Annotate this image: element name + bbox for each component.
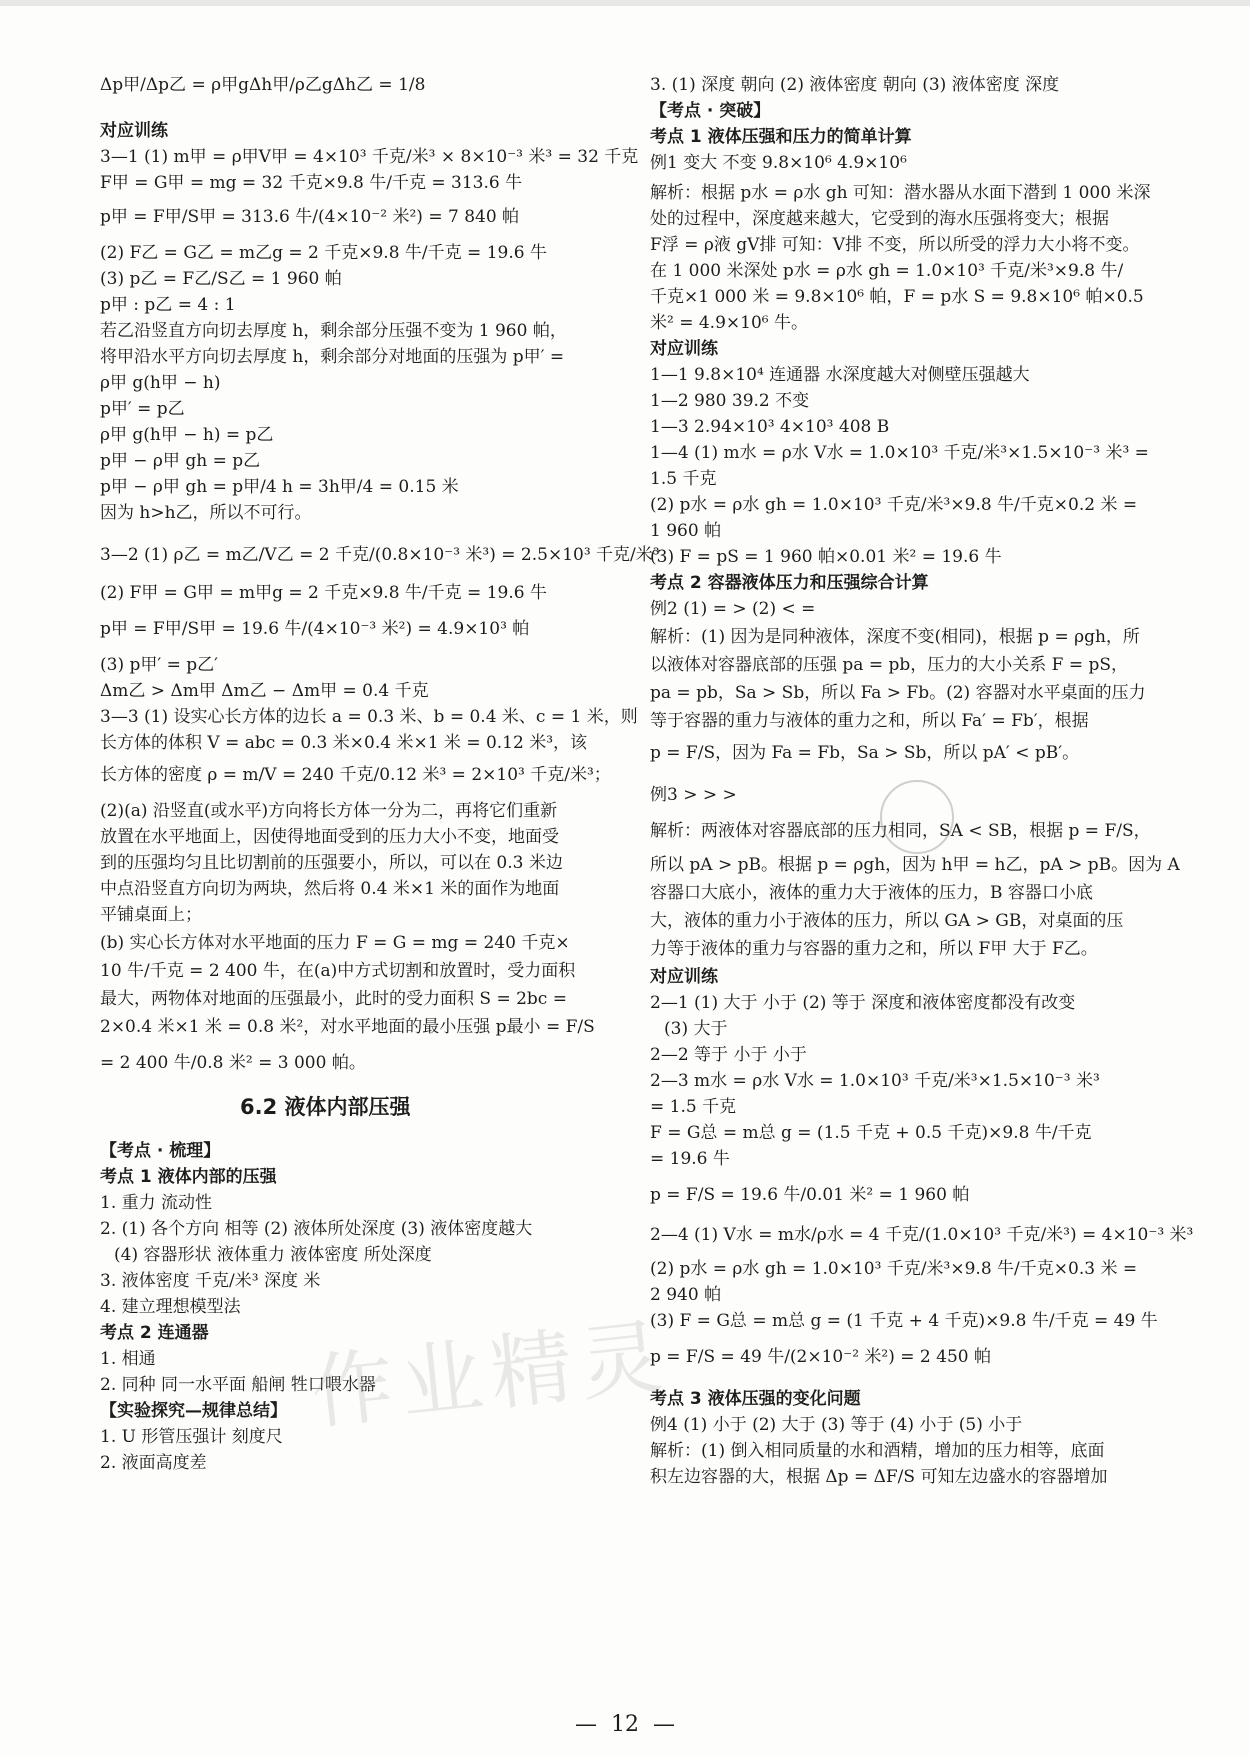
text-line: 解析：(1) 倒入相同质量的水和酒精，增加的压力相等，底面 [650, 1441, 1105, 1461]
text-line: 解析：根据 p水 = ρ水 gh 可知：潜水器从水面下潜到 1 000 米深 [650, 183, 1151, 203]
section-title: 6.2 液体内部压强 [240, 1095, 411, 1119]
text-line: p = F/S，因为 Fa = Fb，Sa > Sb，所以 pA′ < pB′。 [650, 743, 1080, 763]
text-line: (2) p水 = ρ水 gh = 1.0×10³ 千克/米³×9.8 牛/千克×0.2 米 = [650, 495, 1138, 515]
text-line: 3. 液体密度 千克/米³ 深度 米 [100, 1271, 321, 1291]
text-line: 3—3 (1) 设实心长方体的边长 a = 0.3 米、b = 0.4 米、c = 1 米，则 [100, 707, 638, 727]
text-line: 2×0.4 米×1 米 = 0.8 米²，对水平地面的最小压强 p最小 = F/S [100, 1017, 595, 1037]
text-line: 长方体的密度 ρ = m/V = 240 千克/0.12 米³ = 2×10³ 千克/米³； [100, 765, 611, 785]
text-line: 处的过程中，深度越来越大，它受到的海水压强将变大；根据 [650, 209, 1109, 229]
subheading: 对应训练 [100, 121, 168, 141]
text-line: 在 1 000 米深处 p水 = ρ水 gh = 1.0×10³ 千克/米³×9.8 牛/ [650, 261, 1124, 281]
text-line: 4. 建立理想模型法 [100, 1297, 241, 1317]
text-line: 例4 (1) 小于 (2) 大于 (3) 等于 (4) 小于 (5) 小于 [650, 1415, 1023, 1435]
text-line: 例3 > > > [650, 785, 737, 805]
text-line: 等于容器的重力与液体的重力之和，所以 Fa′ = Fb′，根据 [650, 711, 1089, 731]
text-line: F甲 = G甲 = mg = 32 千克×9.8 牛/千克 = 313.6 牛 [100, 173, 523, 193]
text-line: 1.5 千克 [650, 469, 717, 489]
text-line: 例2 (1) = > (2) < = [650, 599, 816, 619]
text-line: 积左边容器的大，根据 Δp = ΔF/S 可知左边盛水的容器增加 [650, 1467, 1108, 1487]
text-line: 平铺桌面上； [100, 905, 202, 925]
text-line: (3) p甲′ = p乙′ [100, 655, 219, 675]
text-line: 1. 相通 [100, 1349, 156, 1369]
text-line: 中点沿竖直方向切为两块，然后将 0.4 米×1 米的面作为地面 [100, 879, 560, 899]
text-line: 2. (1) 各个方向 相等 (2) 液体所处深度 (3) 液体密度越大 [100, 1219, 533, 1239]
text-line: p甲 = F甲/S甲 = 19.6 牛/(4×10⁻³ 米²) = 4.9×10³ 帕 [100, 619, 530, 639]
footer-dash-icon: — [575, 1712, 611, 1737]
text-line: 2—1 (1) 大于 小于 (2) 等于 深度和液体密度都没有改变 [650, 993, 1076, 1013]
text-line: 容器口大底小，液体的重力大于液体的压力，B 容器口小底 [650, 883, 1093, 903]
text-line: 3—2 (1) ρ乙 = m乙/V乙 = 2 千克/(0.8×10⁻³ 米³) = 2.5×10³ 千克/米³ [100, 545, 660, 565]
text-line: 解析：两液体对容器底部的压力相同，SA < SB，根据 p = F/S， [650, 821, 1151, 841]
text-line: (b) 实心长方体对水平地面的压力 F = G = mg = 240 千克× [100, 933, 570, 953]
subheading: 考点 1 液体压强和压力的简单计算 [650, 127, 912, 147]
text-line: (3) 大于 [664, 1019, 728, 1039]
text-line: 1—2 980 39.2 不变 [650, 391, 810, 411]
text-line: 到的压强均匀且比切割前的压强要小，所以，可以在 0.3 米边 [100, 853, 563, 873]
text-line: 2. 液面高度差 [100, 1453, 207, 1473]
text-line: F = G总 = m总 g = (1.5 千克 + 0.5 千克)×9.8 牛/千克 [650, 1123, 1092, 1143]
text-line: (2) F甲 = G甲 = m甲g = 2 千克×9.8 牛/千克 = 19.6 牛 [100, 583, 547, 603]
text-line: (3) F = G总 = m总 g = (1 千克 + 4 千克)×9.8 牛/千克 = 49 牛 [650, 1311, 1158, 1331]
text-line: 2—2 等于 小于 小于 [650, 1045, 807, 1065]
text-line: 因为 h>h乙，所以不可行。 [100, 503, 312, 523]
text-line: p甲 = F甲/S甲 = 313.6 牛/(4×10⁻² 米²) = 7 840 帕 [100, 207, 520, 227]
text-line: 将甲沿水平方向切去厚度 h，剩余部分对地面的压强为 p甲′ = [100, 347, 565, 367]
text-line: 1—3 2.94×10³ 4×10³ 408 B [650, 417, 890, 437]
text-line: pa = pb，Sa > Sb，所以 Fa > Fb。(2) 容器对水平桌面的压力 [650, 683, 1146, 703]
text-line: 3—1 (1) m甲 = ρ甲V甲 = 4×10³ 千克/米³ × 8×10⁻³ 米³ = 32 千克 [100, 147, 639, 167]
text-line: 2—4 (1) V水 = m水/ρ水 = 4 千克/(1.0×10³ 千克/米³) = 4×10⁻³ 米³ [650, 1225, 1194, 1245]
text-line: = 19.6 牛 [650, 1149, 730, 1169]
text-line: (2) p水 = ρ水 gh = 1.0×10³ 千克/米³×9.8 牛/千克×0.3 米 = [650, 1259, 1138, 1279]
subheading: 对应训练 [650, 967, 718, 987]
text-line: (4) 容器形状 液体重力 液体密度 所处深度 [114, 1245, 432, 1265]
text-line: 例1 变大 不变 9.8×10⁶ 4.9×10⁶ [650, 153, 907, 173]
text-line: p = F/S = 49 牛/(2×10⁻² 米²) = 2 450 帕 [650, 1347, 992, 1367]
text-line: 2—3 m水 = ρ水 V水 = 1.0×10³ 千克/米³×1.5×10⁻³ 米³ [650, 1071, 1100, 1091]
text-line: 若乙沿竖直方向切去厚度 h，剩余部分压强不变为 1 960 帕， [100, 321, 567, 341]
subheading: 考点 2 容器液体压力和压强综合计算 [650, 573, 929, 593]
text-line: ρ甲 g(h甲 − h) [100, 373, 221, 393]
text-line: (2) F乙 = G乙 = m乙g = 2 千克×9.8 牛/千克 = 19.6 牛 [100, 243, 547, 263]
stamp-icon [880, 780, 954, 854]
text-line: = 1.5 千克 [650, 1097, 737, 1117]
text-line: 1 960 帕 [650, 521, 722, 541]
section-label: 【实验探究—规律总结】 [100, 1401, 287, 1421]
text-line: Δm乙 > Δm甲 Δm乙 − Δm甲 = 0.4 千克 [100, 681, 429, 701]
section-label: 【考点 · 梳理】 [100, 1141, 221, 1161]
text-line: 3. (1) 深度 朝向 (2) 液体密度 朝向 (3) 液体密度 深度 [650, 75, 1060, 95]
text-line: 放置在水平地面上，因使得地面受到的压力大小不变，地面受 [100, 827, 559, 847]
text-line: = 2 400 牛/0.8 米² = 3 000 帕。 [100, 1053, 366, 1073]
text-line: 10 牛/千克 = 2 400 牛，在(a)中方式切割和放置时，受力面积 [100, 961, 576, 981]
text-line: 米² = 4.9×10⁶ 牛。 [650, 313, 808, 333]
text-line: 千克×1 000 米 = 9.8×10⁶ 帕，F = p水 S = 9.8×10⁶ 帕×0.5 [650, 287, 1144, 307]
page-number: 12 [611, 1712, 639, 1737]
text-line: p = F/S = 19.6 牛/0.01 米² = 1 960 帕 [650, 1185, 970, 1205]
subheading: 对应训练 [650, 339, 718, 359]
text-line: 以液体对容器底部的压强 pa = pb，压力的大小关系 F = pS， [650, 655, 1129, 675]
text-line: 大，液体的重力小于液体的压力，所以 GA > GB，对桌面的压 [650, 911, 1124, 931]
text-line: 最大，两物体对地面的压强最小，此时的受力面积 S = 2bc = [100, 989, 567, 1009]
text-line: 2 940 帕 [650, 1285, 722, 1305]
text-line: (2)(a) 沿竖直(或水平)方向将长方体一分为二，再将它们重新 [100, 801, 558, 821]
text-line: 1—1 9.8×10⁴ 连通器 水深度越大对侧壁压强越大 [650, 365, 1030, 385]
scan-edge [0, 0, 1250, 6]
text-line: 所以 pA > pB。根据 p = ρgh，因为 h甲 = h乙，pA > pB。因为 A [650, 855, 1180, 875]
footer-dash-icon: — [639, 1712, 675, 1737]
subheading: 考点 2 连通器 [100, 1323, 209, 1343]
subheading: 考点 3 液体压强的变化问题 [650, 1389, 861, 1409]
text-line: p甲 : p乙 = 4 : 1 [100, 295, 236, 315]
watermark: 作业精灵 [306, 1309, 675, 1442]
section-label: 【考点 · 突破】 [650, 101, 771, 121]
text-line: F浮 = ρ液 gV排 可知：V排 不变，所以所受的浮力大小将不变。 [650, 235, 1140, 255]
text-line: 1. U 形管压强计 刻度尺 [100, 1427, 283, 1447]
text-line: (3) p乙 = F乙/S乙 = 1 960 帕 [100, 269, 342, 289]
text-line: 力等于液体的重力与容器的重力之和，所以 F甲 大于 F乙。 [650, 939, 1098, 959]
text-line: p甲 − ρ甲 gh = p乙 [100, 451, 261, 471]
text-line: p甲′ = p乙 [100, 399, 185, 419]
text-line: ρ甲 g(h甲 − h) = p乙 [100, 425, 274, 445]
text-line: Δp甲/Δp乙 = ρ甲gΔh甲/ρ乙gΔh乙 = 1/8 [100, 75, 426, 95]
text-line: 长方体的体积 V = abc = 0.3 米×0.4 米×1 米 = 0.12 米³，该 [100, 733, 588, 753]
text-line: 2. 同种 同一水平面 船闸 牲口喂水器 [100, 1375, 376, 1395]
text-line: p甲 − ρ甲 gh = p甲/4 h = 3h甲/4 = 0.15 米 [100, 477, 459, 497]
text-line: (3) F = pS = 1 960 帕×0.01 米² = 19.6 牛 [650, 547, 1002, 567]
text-line: 解析：(1) 因为是同种液体，深度不变(相同)，根据 p = ρgh，所 [650, 627, 1140, 647]
text-line: 1—4 (1) m水 = ρ水 V水 = 1.0×10³ 千克/米³×1.5×10⁻³ 米³ = [650, 443, 1149, 463]
page-footer [0, 1712, 1250, 1737]
subheading: 考点 1 液体内部的压强 [100, 1167, 277, 1187]
text-line: 1. 重力 流动性 [100, 1193, 213, 1213]
